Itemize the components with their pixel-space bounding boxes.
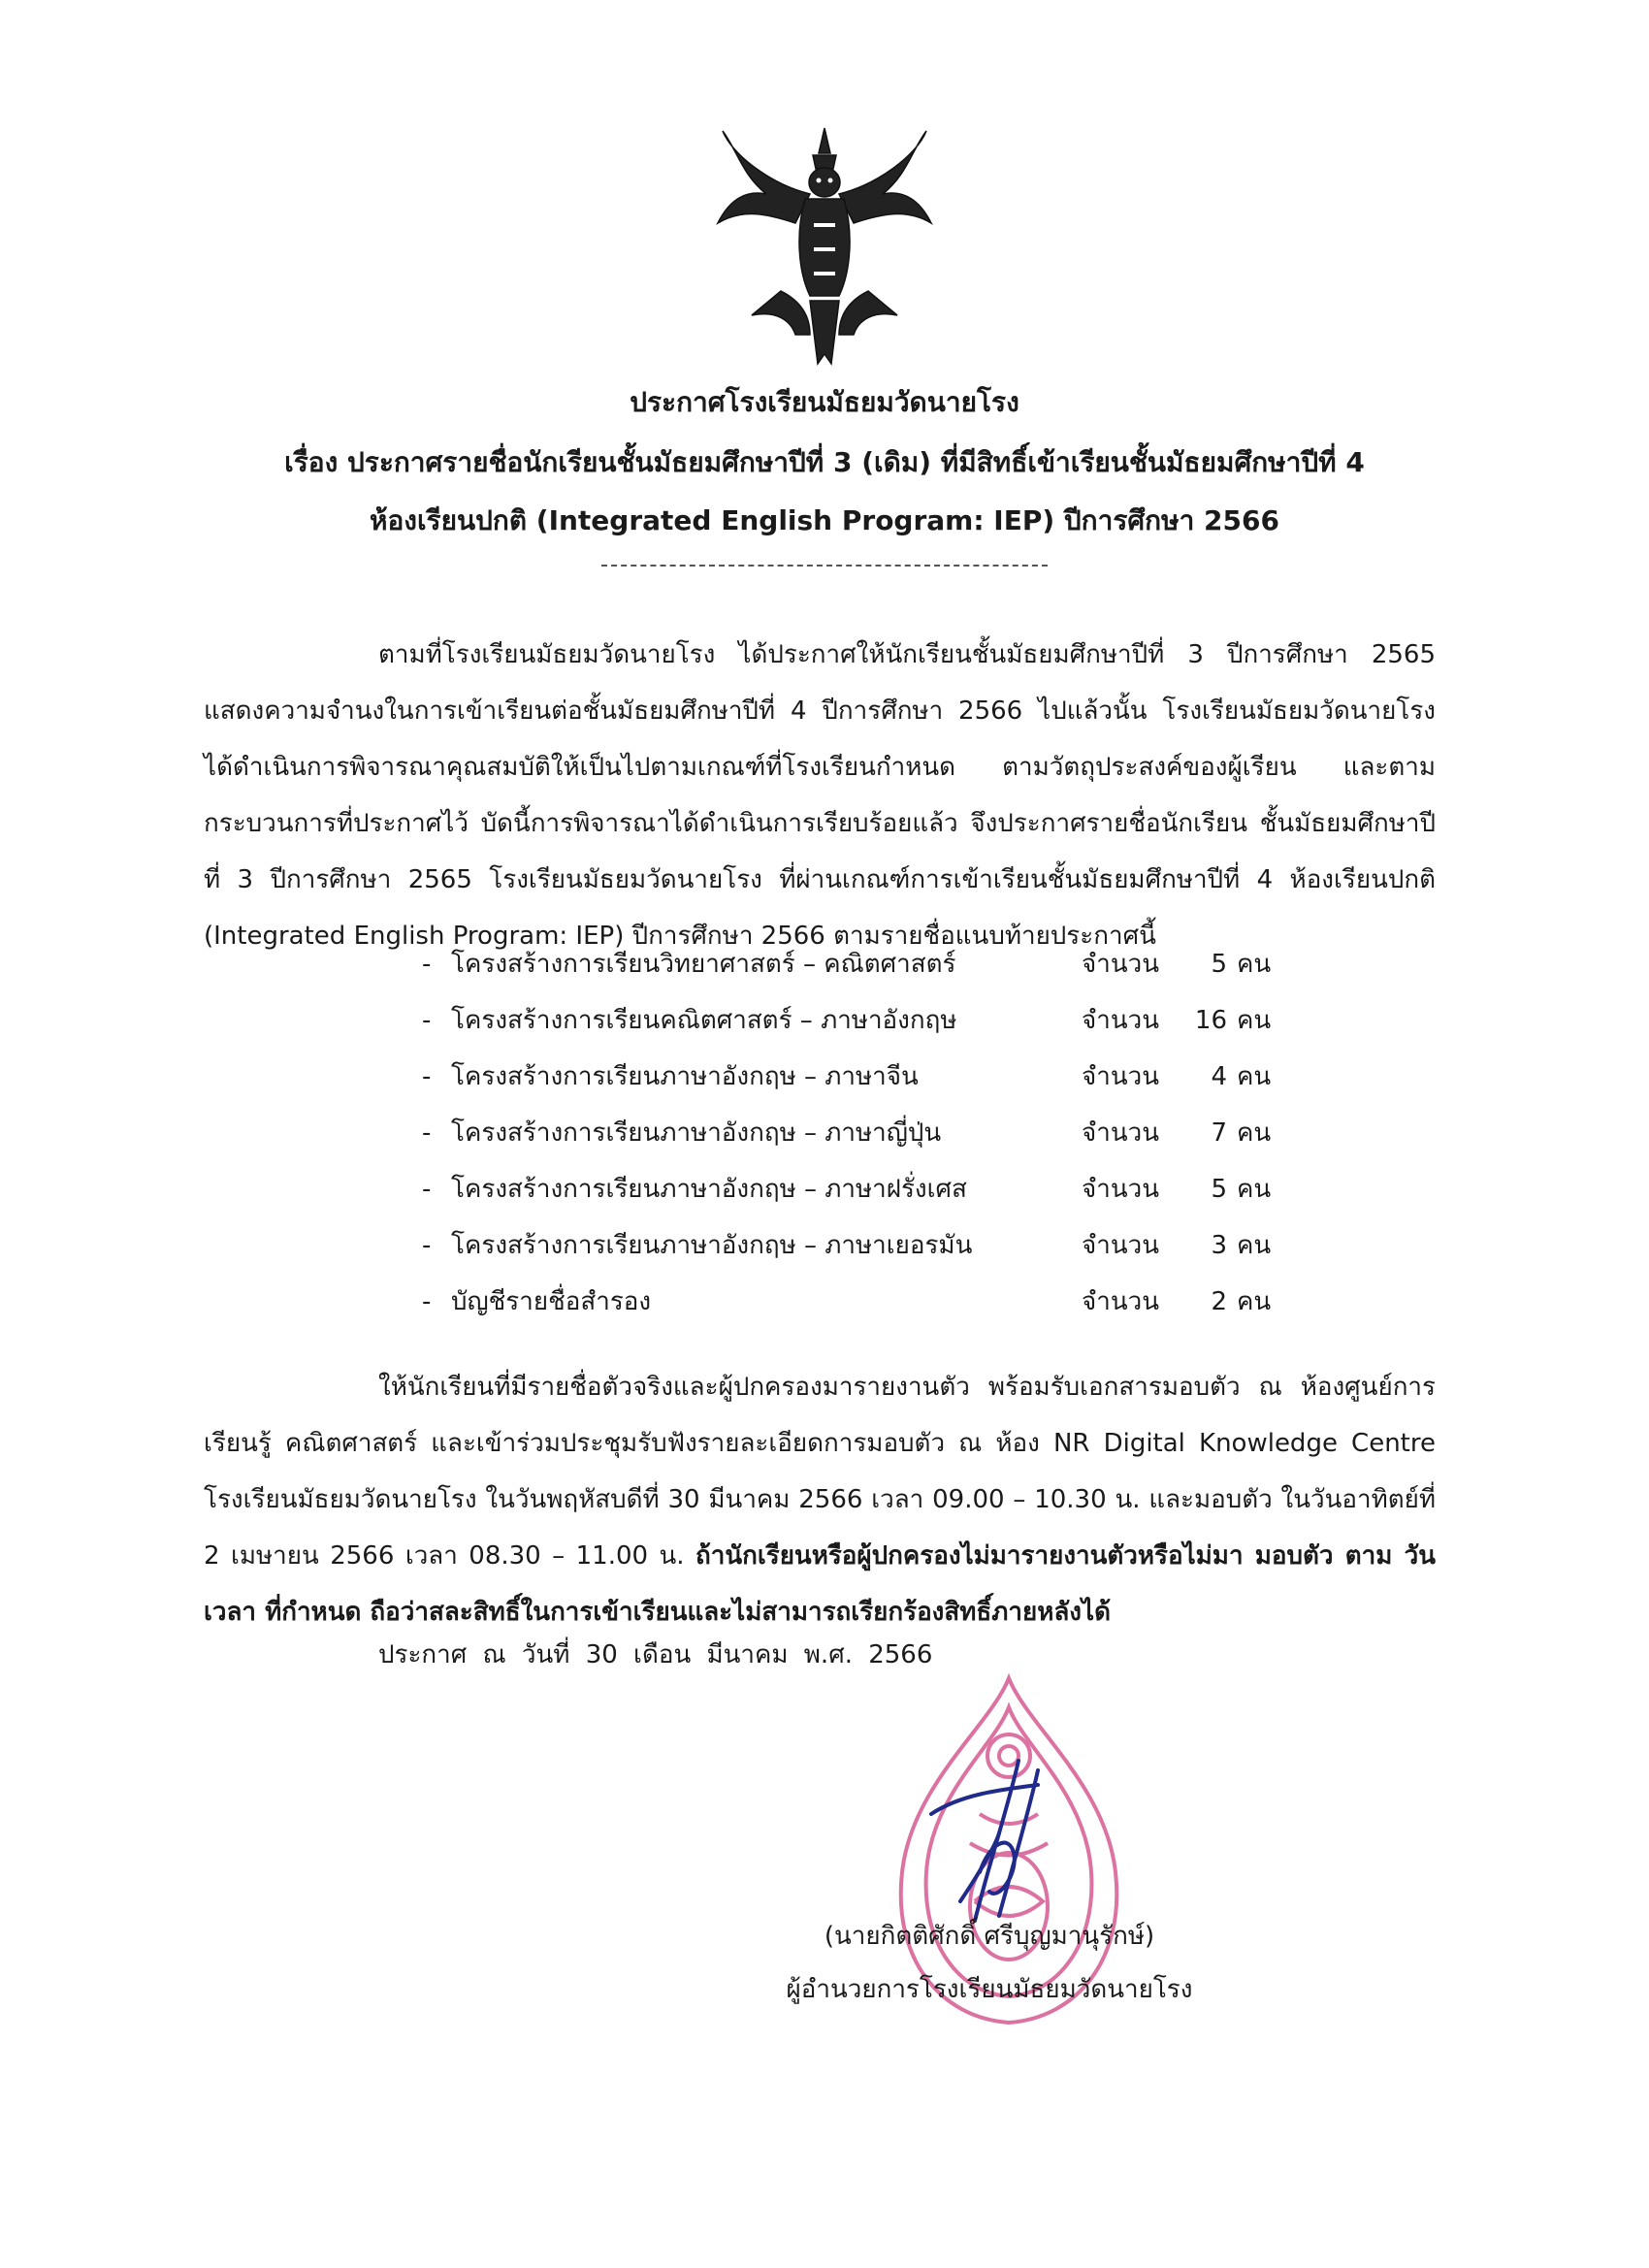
program-name: โครงสร้างการเรียนภาษาอังกฤษ – ภาษาฝรั่งเศส [451,1175,967,1204]
list-bullet: - [422,1062,432,1091]
list-bullet: - [422,1118,432,1148]
announcement-subject: เรื่อง ประกาศรายชื่อนักเรียนชั้นมัธยมศึกษาปีที่ 3 (เดิม) ที่มีสิทธิ์เข้าเรียนชั้นมัธยมศึกษาปีที่ 4 [284,446,1365,478]
count-label: จำนวน [1082,1118,1159,1148]
announcement-title: ประกาศโรงเรียนมัธยมวัดนายโรง [630,386,1019,418]
program-name: โครงสร้างการเรียนวิทยาศาสตร์ – คณิตศาสตร์ [451,950,956,979]
list-item [422,1105,1295,1161]
student-count: 5 [1211,1175,1227,1204]
student-count: 7 [1211,1118,1227,1148]
list-item [422,1274,1295,1330]
count-unit: คน [1237,1006,1272,1035]
student-count: 4 [1211,1062,1227,1091]
count-unit: คน [1237,950,1272,979]
list-bullet: - [422,1006,432,1035]
list-bullet: - [422,1231,432,1260]
intro-paragraph: ตามที่โรงเรียนมัธยมวัดนายโรง ได้ประกาศให้นักเรียนชั้นมัธยมศึกษาปีที่ 3 ปีการศึกษา 2565 แสดงความจำนงในการเข้าเรียนต่อชั้นมัธยมศึกษาปีที่ 4 ปีการศึกษา 2566 ไปแล้วนั้น โรงเรียนมัธยมวัดนายโรง ได้ดำเนินการพิจารณาคุณสมบัติให้เป็นไปตามเกณฑ์ที่โรงเรียนกำหนด ตามวัตถุประสงค์ของผู้เรียน และตามกระบวนการที่ประกาศไว้ บัดนี้การพิจารณาได้ดำเนินการเรียบร้อยแล้ว จึงประกาศรายชื่อนักเรียน ชั้นมัธยมศึกษาปีที่ 3 ปีการศึกษา 2565 โรงเรียนมัธยมวัดนายโรง ที่ผ่านเกณฑ์การเข้าเรียนชั้นมัธยมศึกษาปีที่ 4 ห้องเรียนปกติ (Integrated English Program: IEP) ปีการศึกษา 2566 ตามรายชื่อแนบท้ายประกาศนี้ [204,640,1436,951]
program-name: โครงสร้างการเรียนภาษาอังกฤษ – ภาษาเยอรมัน [451,1231,973,1260]
list-item [422,992,1295,1049]
count-label: จำนวน [1082,1175,1159,1204]
count-label: จำนวน [1082,1231,1159,1260]
instructions-text: ให้นักเรียนที่มีรายชื่อตัวจริงและผู้ปกครองมารายงานตัว พร้อมรับเอกสารมอบตัว ณ ห้องศูนย์การเรียนรู้ คณิตศาสตร์ และเข้าร่วมประชุมรับฟังรายละเอียดการมอบตัว ณ ห้อง NR Digital Knowledge Centre โรงเรียนมัธยมวัดนายโรง ในวันพฤหัสบดีที่ 30 มีนาคม 2566 เวลา 09.00 – 10.30 น. และมอบตัว ในวันอาทิตย์ที่ 2 เมษายน 2566 เวลา 08.30 – 11.00 น. [204,1373,1436,1571]
student-count: 5 [1211,950,1227,979]
count-label: จำนวน [1082,950,1159,979]
program-count-list [422,936,1295,1330]
signer-name: (นายกิตติศักดิ์ ศรีบุญมานุรักษ์) [824,1922,1155,1951]
count-unit: คน [1237,1287,1272,1316]
list-bullet: - [422,950,432,979]
garuda-emblem-icon [713,126,936,369]
count-unit: คน [1237,1175,1272,1204]
announcement-program: ห้องเรียนปกติ (Integrated English Program: IEP) ปีการศึกษา 2566 [370,504,1279,536]
student-count: 2 [1211,1287,1227,1316]
list-bullet: - [422,1287,432,1316]
program-name: โครงสร้างการเรียนภาษาอังกฤษ – ภาษาญี่ปุ่น [451,1118,942,1148]
list-item [422,1161,1295,1217]
count-label: จำนวน [1082,1287,1159,1316]
list-bullet: - [422,1175,432,1204]
signature-icon [922,1756,1067,1930]
program-name: บัญชีรายชื่อสำรอง [451,1287,652,1316]
count-unit: คน [1237,1062,1272,1091]
warning-text: ถ้านักเรียนหรือผู้ปกครองไม่มารายงานตัวหรือไม่มา มอบตัว ตาม วัน เวลา ที่กำหนด ถือว่าสละสิทธิ์ในการเข้าเรียนและไม่สามารถเรียกร้องสิทธิ์ภายหลังได้ [204,1541,1436,1627]
list-item [422,1217,1295,1274]
student-count: 3 [1211,1231,1227,1260]
count-unit: คน [1237,1118,1272,1148]
announcement-date: ประกาศ ณ วันที่ 30 เดือน มีนาคม พ.ศ. 2566 [378,1640,933,1669]
instructions-paragraph [204,1359,1436,1640]
signer-title: ผู้อำนวยการโรงเรียนมัธยมวัดนายโรง [786,1975,1193,2004]
program-name: โครงสร้างการเรียนคณิตศาสตร์ – ภาษาอังกฤษ [451,1006,957,1035]
student-count: 16 [1194,1006,1227,1035]
title-divider [601,565,1048,567]
list-item [422,1049,1295,1105]
count-label: จำนวน [1082,1062,1159,1091]
count-label: จำนวน [1082,1006,1159,1035]
list-item [422,936,1295,992]
program-name: โครงสร้างการเรียนภาษาอังกฤษ – ภาษาจีน [451,1062,919,1091]
count-unit: คน [1237,1231,1272,1260]
